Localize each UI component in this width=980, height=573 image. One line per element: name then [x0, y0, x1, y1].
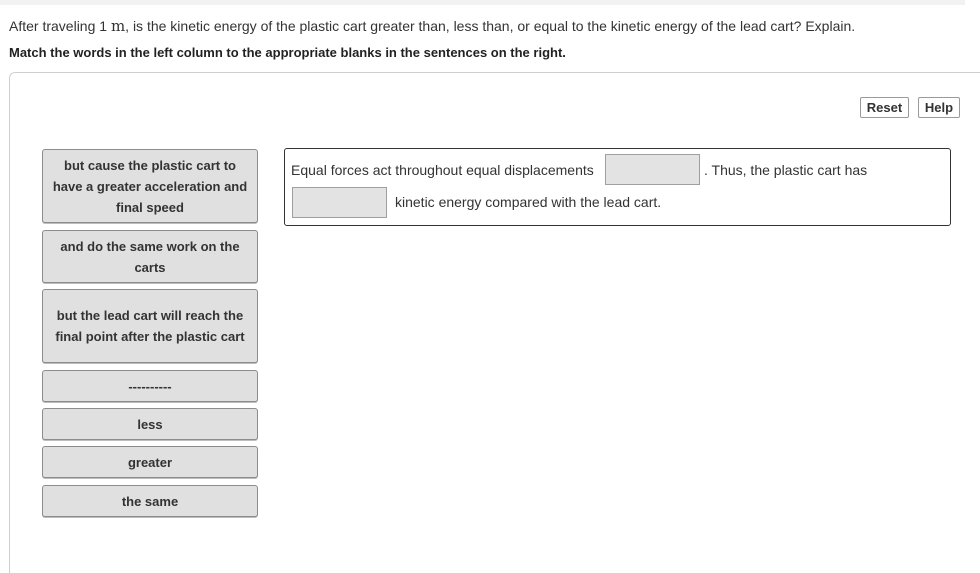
sentence-part-3: kinetic energy compared with the lead cart.	[395, 194, 662, 210]
question-unit: m	[110, 17, 126, 35]
blank-drop-target-2[interactable]	[292, 187, 387, 218]
word-tile-lead-cart-later[interactable]: but the lead cart will reach the final point after the plastic cart	[42, 289, 258, 363]
sentence-box	[284, 148, 951, 226]
word-tile-plastic-acceleration[interactable]: but cause the plastic cart to have a greater acceleration and final speed	[42, 149, 258, 223]
word-tile-same-work[interactable]: and do the same work on the carts	[42, 230, 258, 283]
blank-drop-target-1[interactable]	[605, 154, 700, 185]
help-button[interactable]: Help	[918, 97, 960, 118]
top-strip	[0, 0, 965, 5]
word-tile-greater[interactable]: greater	[42, 446, 258, 478]
sentence-part-2: . Thus, the plastic cart has	[704, 162, 868, 178]
reset-button[interactable]: Reset	[860, 97, 909, 118]
word-tile-the-same[interactable]: the same	[42, 485, 258, 517]
word-tile-dashes[interactable]: ----------	[42, 370, 258, 402]
instruction-text: Match the words in the left column to the appropriate blanks in the sentences on the right.	[9, 45, 566, 60]
sentence-part-1: Equal forces act throughout equal displacements	[291, 162, 594, 178]
question-text	[9, 17, 855, 35]
question-prefix: After traveling 1	[9, 18, 111, 34]
word-tile-less[interactable]: less	[42, 408, 258, 440]
question-suffix: , is the kinetic energy of the plastic cart greater than, less than, or equal to the kinetic energy of the lead cart? Explain.	[125, 18, 856, 34]
